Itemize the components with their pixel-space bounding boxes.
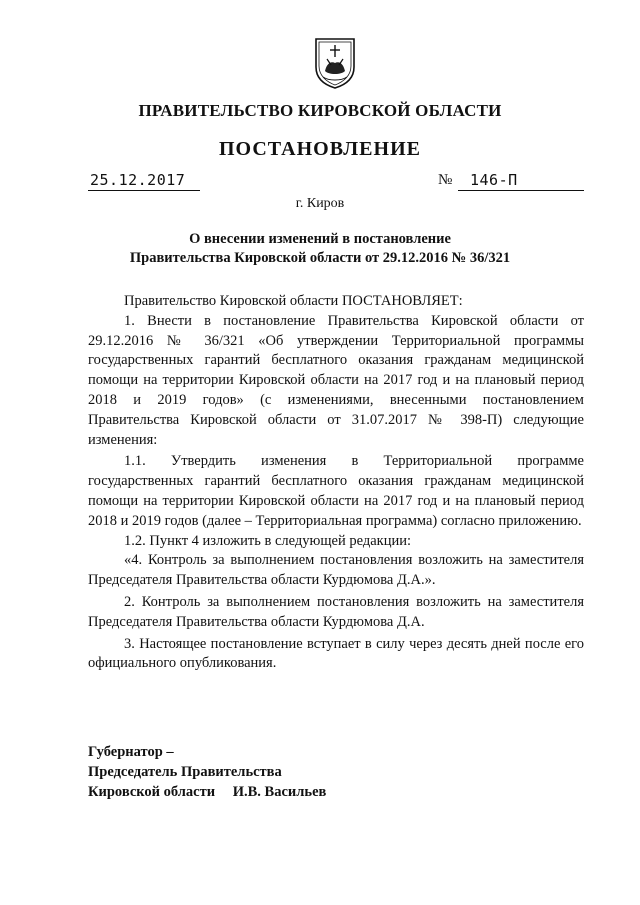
paragraph-1-1: 1.1. Утвердить изменения в Территориальной программе государственных гарантий бесплатного оказания гражданам медицинской помощи на территории Кировской области на 2017 год и на плановый период 2018 и 2019 годов (далее – Территориальная программа) согласно приложению. [88,453,584,529]
paragraph-2: 2. Контроль за выполнением постановления возложить на заместителя Председателя Правительства области Курдюмова Д.А. [88,593,584,630]
subject-line-2: Правительства Кировской области от 29.12.2016 № 36/321 [129,250,511,266]
paragraph-1-2-text: «4. Контроль за выполнением постановления возложить на заместителя Председателя Правительства области Курдюмова Д.А.». [88,552,584,589]
document-number-field [438,172,584,190]
paragraph-preamble: Правительство Кировской области ПОСТАНОВЛЯЕТ: [124,293,463,309]
signature-region: Кировской области [88,784,216,800]
signatory-name: И.В. Васильев [232,784,327,800]
document-date: 25.12.2017 [90,171,186,189]
paragraph-1: 1. Внести в постановление Правительства Кировской области от 29.12.2016 № 36/321 «Об утверждении Территориальной программы государственных гарантий бесплатного оказания гражданам медицинской помощи на территории Кировской области на 2017 год и на плановый период 2018 и 2019 годов» (с изменениями, внесенными постановлением Правительства Кировской области от 31.07.2017 № 398-П) следующие изменения: [88,312,584,448]
number-sign: № [438,172,453,188]
government-title: ПРАВИТЕЛЬСТВО КИРОВСКОЙ ОБЛАСТИ [138,101,502,120]
city: г. Киров [295,196,345,211]
coat-of-arms-icon [313,37,357,89]
document-number: 146-П [470,171,518,189]
subject-line-1: О внесении изменений в постановление [189,231,451,247]
signature-line-2: Председатель Правительства [88,764,282,780]
document-type: ПОСТАНОВЛЕНИЕ [219,138,421,160]
paragraph-1-2: 1.2. Пункт 4 изложить в следующей редакции: [124,532,412,549]
number-underline [458,172,584,191]
paragraph-3: 3. Настоящее постановление вступает в силу через десять дней после его официального опубликования. [88,635,584,672]
signature-line-3 [88,782,326,802]
signature-block [88,742,326,802]
signature-line-1: Губернатор – [88,744,174,760]
document-date-field [88,172,200,191]
document-body [88,292,584,674]
document-subject [0,230,640,268]
